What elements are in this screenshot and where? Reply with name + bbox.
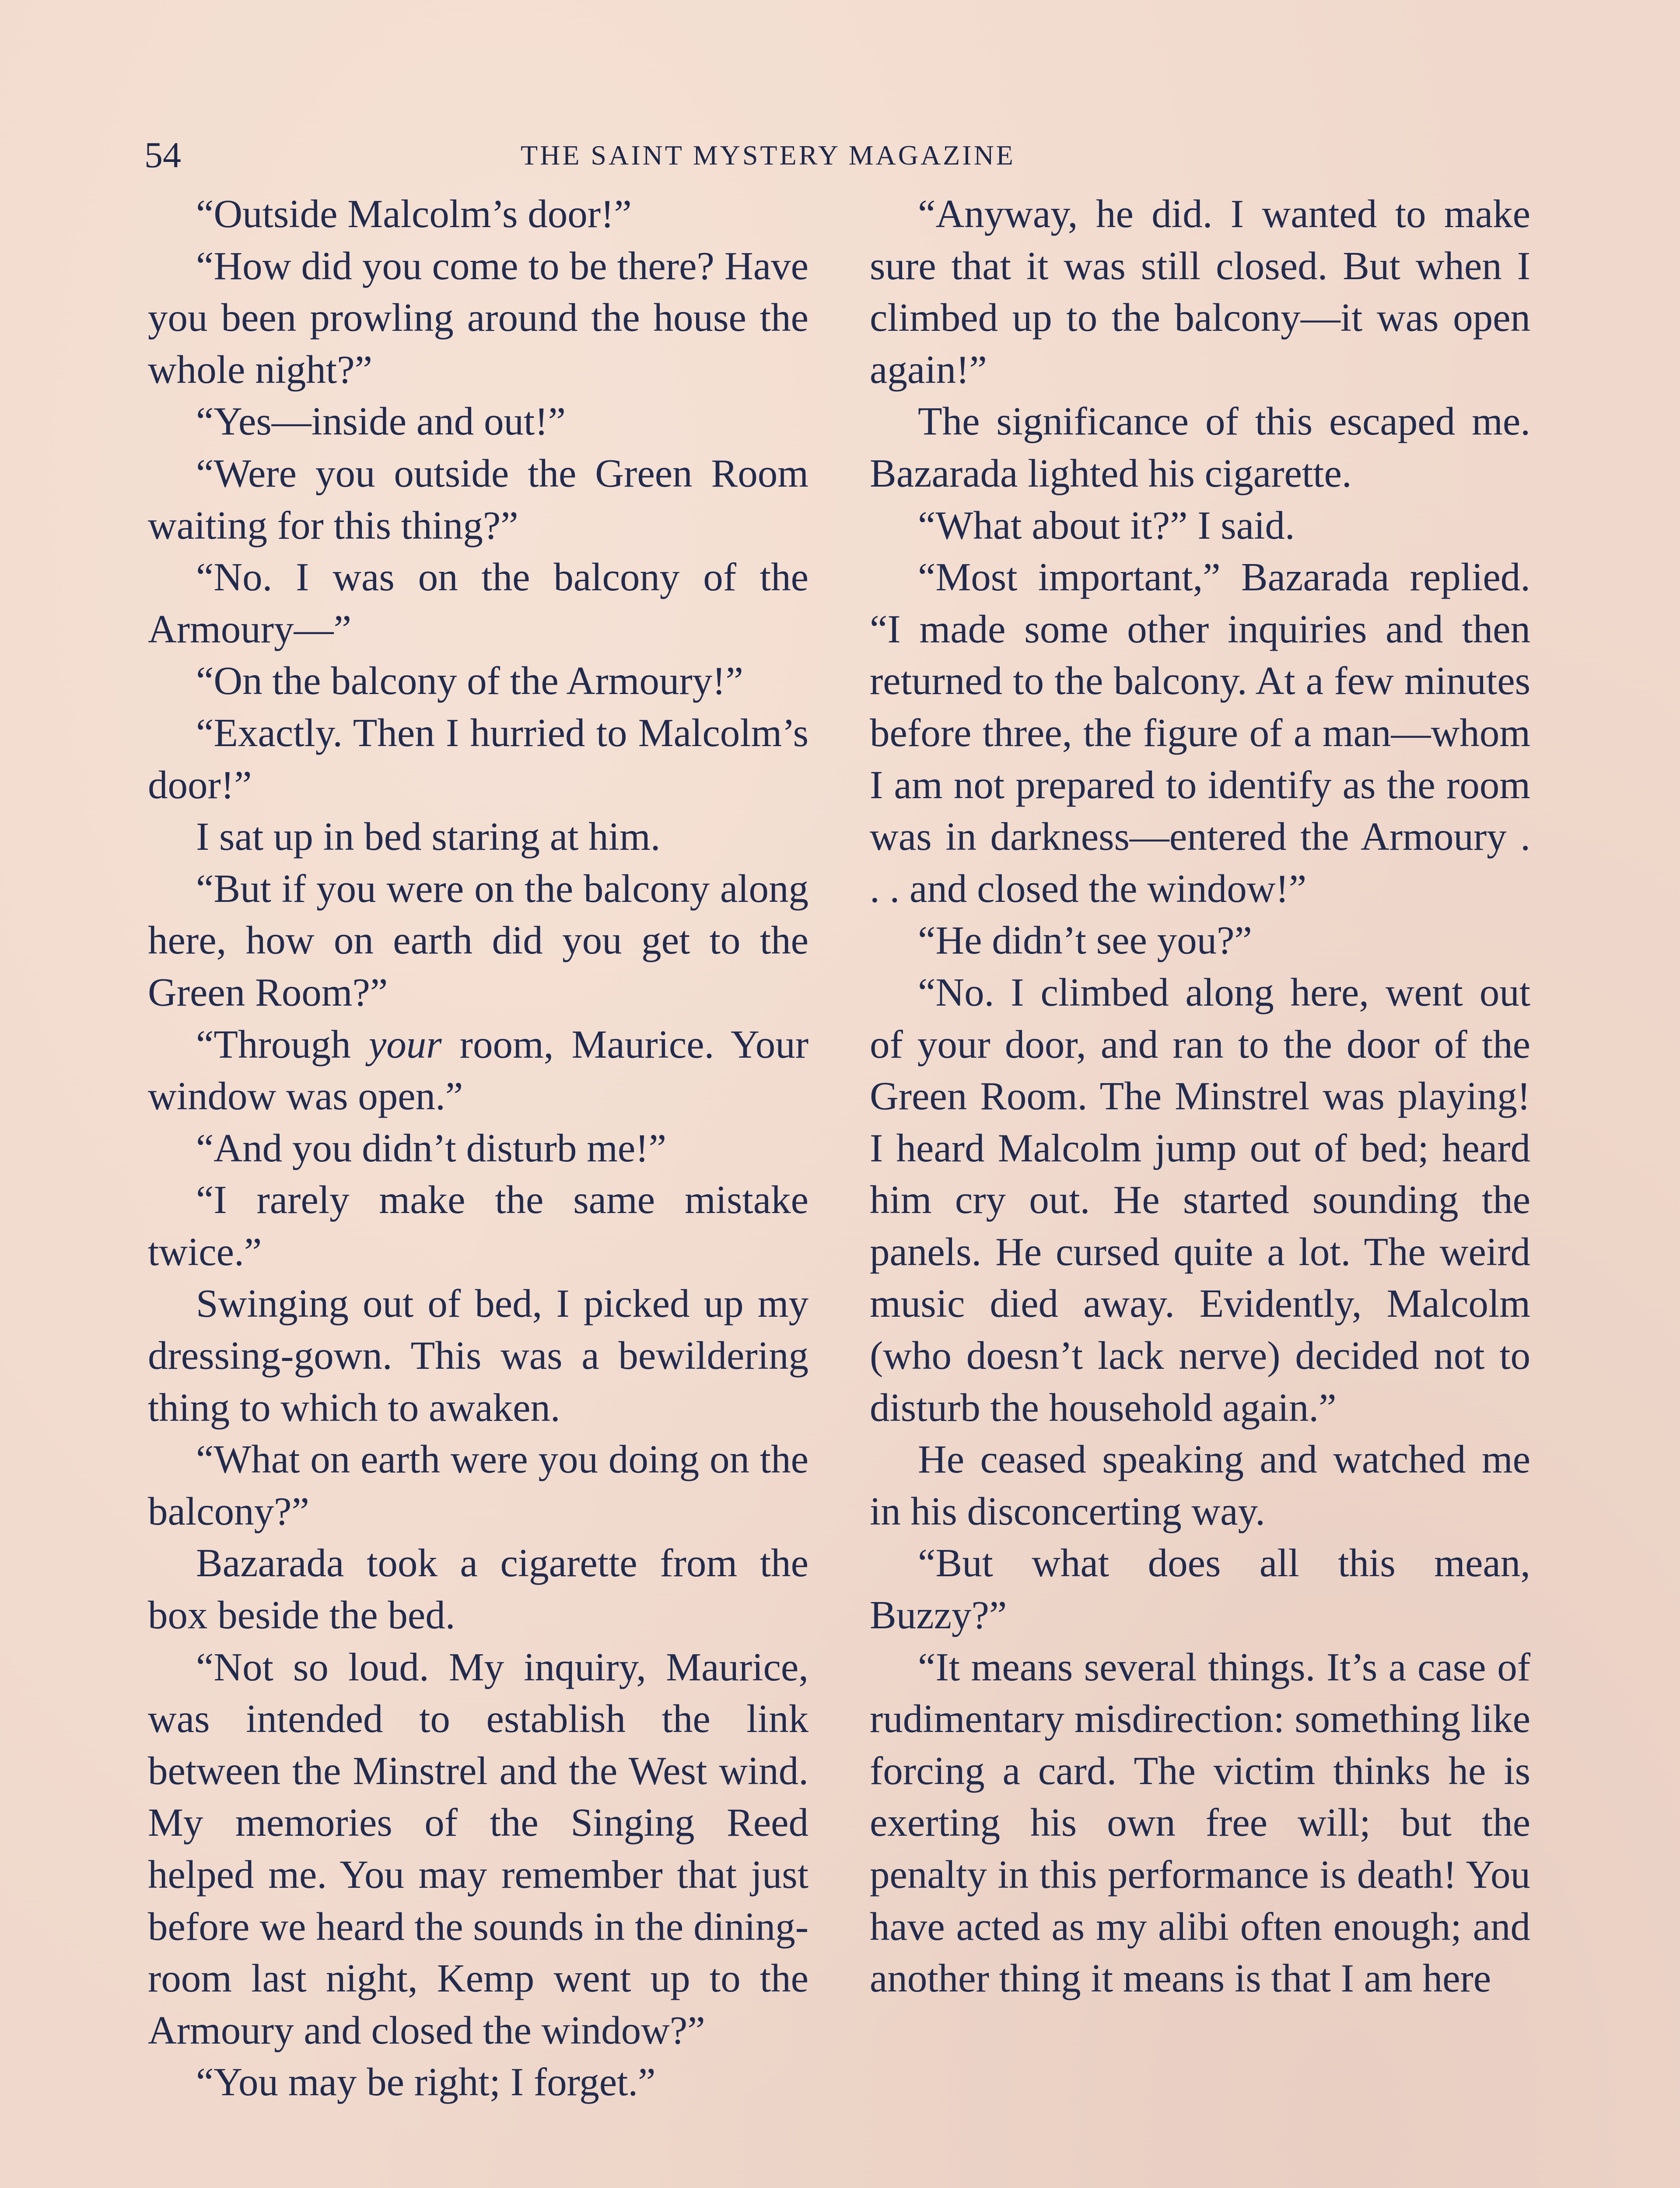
paragraph: “Exactly. Then I hurried to Malcolm’s door!”	[148, 710, 808, 807]
paragraph: “Yes—inside and out!”	[196, 399, 566, 444]
paragraph: “You may be right; I forget.”	[196, 2060, 656, 2104]
paragraph: “I rarely make the same mistake twice.”	[148, 1178, 808, 1274]
paragraph: He ceased speaking and watched me in his disconcerting way.	[870, 1437, 1530, 1533]
paragraph: The significance of this escaped me. Bazarada lighted his cigarette.	[870, 399, 1530, 495]
right-column	[870, 188, 1530, 2005]
paragraph: “Outside Malcolm’s door!”	[196, 192, 632, 236]
paragraph: “No. I was on the balcony of the Armoury—”	[148, 555, 808, 651]
left-column	[148, 188, 808, 2108]
paragraph: “And you didn’t disturb me!”	[196, 1126, 666, 1170]
paragraph: “How did you come to be there? Have you been prowling around the house the whole night?”	[148, 243, 808, 392]
paragraph: I sat up in bed staring at him.	[196, 814, 661, 859]
paragraph: “Anyway, he did. I wanted to make sure that it was still closed. But when I climbed up to the balcony—it was open again!”	[870, 192, 1530, 392]
paragraph: “But what does all this mean, Buzzy?”	[870, 1541, 1530, 1637]
page-number: 54	[144, 135, 181, 175]
paragraph: “Most important,” Bazarada replied. “I made some other inquiries and then returned to the balcony. At a few minutes before three, the figure of a man—whom I am not prepared to identify as the room was in darkness—entered the Armoury . . . and closed the window!”	[870, 555, 1530, 911]
paragraph: “What on earth were you doing on the balcony?”	[148, 1437, 808, 1533]
paragraph: “Were you outside the Green Room waiting for this thing?”	[148, 451, 808, 547]
italic-word: your	[368, 1022, 442, 1066]
paragraph: “He didn’t see you?”	[918, 918, 1252, 963]
paragraph	[148, 1019, 808, 1122]
running-title: THE SAINT MYSTERY MAGAZINE	[521, 140, 1015, 171]
paragraph-text: “Through	[196, 1022, 369, 1066]
paragraph: Swinging out of bed, I picked up my dressing-gown. This was a bewildering thing to which to awaken.	[148, 1281, 808, 1430]
paragraph-text: room, Maurice. Your window was open.”	[148, 1022, 808, 1119]
paragraph: “What about it?” I said.	[918, 503, 1295, 547]
paragraph: “On the balcony of the Armoury!”	[196, 659, 743, 703]
page-header	[144, 131, 1544, 179]
paragraph: “But if you were on the balcony along here, how on earth did you get to the Green Room?”	[148, 866, 808, 1014]
paragraph: “Not so loud. My inquiry, Maurice, was intended to establish the link between the Minstrel and the West wind. My memories of the Singing Reed helped me. You may remember that just before we heard the sounds in the dining-room last night, Kemp went up to the Armoury and closed the window?”	[148, 1645, 808, 2052]
paragraph: Bazarada took a cigarette from the box beside the bed.	[148, 1541, 808, 1637]
paragraph: “It means several things. It’s a case of rudimentary misdirection: something like forcing a card. The victim thinks he is exerting his own free will; but the penalty in this performance is death! You have acted as my alibi often enough; and another thing it means is that I am here	[870, 1645, 1530, 2001]
paragraph: “No. I climbed along here, went out of your door, and ran to the door of the Green Room. The Minstrel was playing! I heard Malcolm jump out of bed; heard him cry out. He started sounding the panels. He cursed quite a lot. The weird music died away. Evidently, Malcolm (who doesn’t lack nerve) decided not to disturb the household again.”	[870, 970, 1530, 1430]
